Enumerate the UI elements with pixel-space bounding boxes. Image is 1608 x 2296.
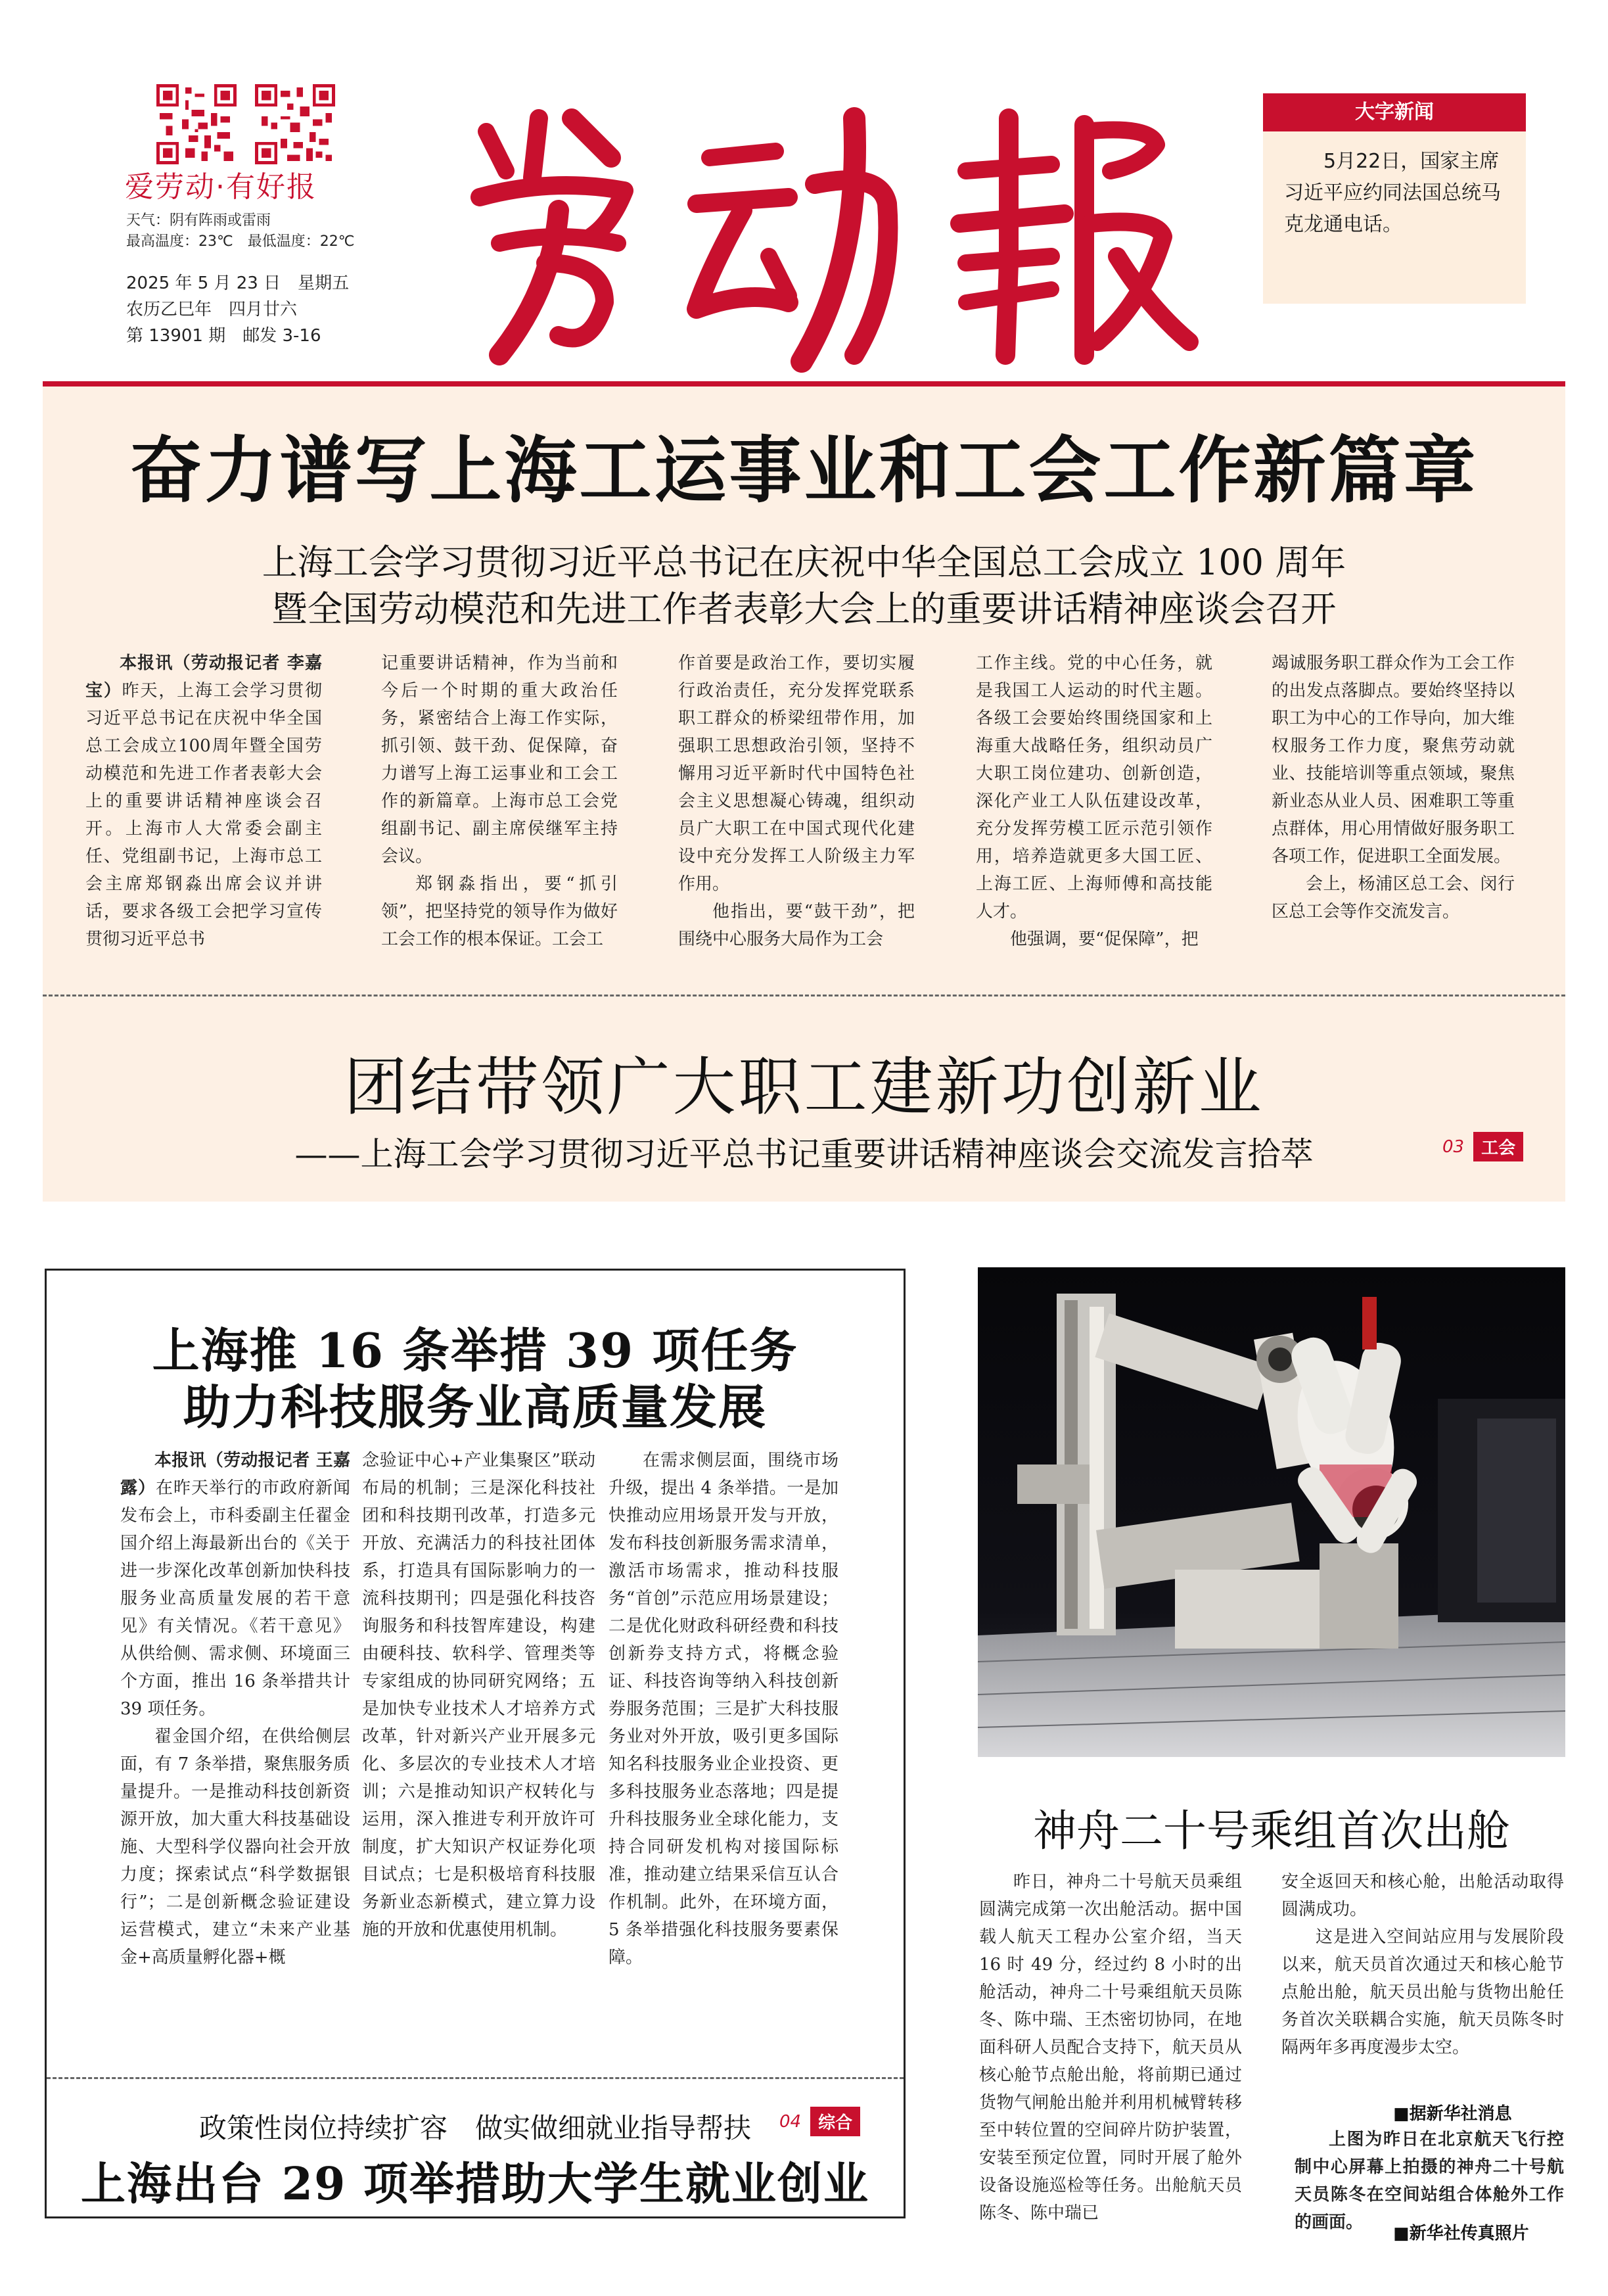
lead-byline: 本报讯（劳动报记者 李嘉宝） bbox=[85, 653, 322, 701]
tech-column-2: 念验证中心+产业集聚区”联动布局的机制；三是深化科技社团和科技期刊改革，打造多元开放、充满活力的科技社团体系，打造具有国际影响力的一流科技期刊；四是强化科技咨询服务和科技智库建设，构建由硬科技、软科学、管理类等专家组成的协同研究网络；五是加快专业技术人才培养方式改革，针对新兴产业开展多元化、多层次的专业技术人才培训；六是推动知识产权转化与运用，深入推进专利开放许可制度，扩大知识产权证券化项目试点；七是积极培育科技服务新业态新模式，建立算力设施的开放和优惠使用机制。 bbox=[362, 1451, 595, 1940]
lead-subhead-1: 上海工会学习贯彻习近平总书记在庆祝中华全国总工会成立 100 周年 bbox=[262, 542, 1346, 583]
spacewalk-headline[interactable]: 神舟二十号乘组首次出舱 bbox=[1033, 1806, 1510, 1856]
lead-subhead-2: 暨全国劳动模范和先进工作者表彰大会上的重要讲话精神座谈会召开 bbox=[271, 588, 1337, 630]
photo-caption: 上图为昨日在北京航天飞行控制中心屏幕上拍摄的神舟二十号航天员陈冬在空间站组合体舱外工作的画面。 bbox=[1295, 2130, 1564, 2232]
lead-feature bbox=[43, 387, 1565, 1202]
spacewalk-column-2: 安全返回天和核心舱，出舱活动取得圆满成功。 这是进入空间站应用与发展阶段以来，航天员首次通过天和核心舱节点舱出舱，航天员出舱与货物出舱任务首次关联耦合实施，航天员陈冬时隔两年多再度漫步太空。 bbox=[1281, 1872, 1564, 2057]
second-subhead: ——上海工会学习贯彻习近平总书记重要讲话精神座谈会交流发言拾萃 bbox=[294, 1135, 1314, 1173]
big-news-text: 5月22日，国家主席习近平应约同法国总统马克龙通电话。 bbox=[1284, 150, 1501, 236]
page-reference-04[interactable]: 04 综合 bbox=[779, 2107, 860, 2136]
tech-column-1: 本报讯（劳动报记者 王嘉露）在昨天举行的市政府新闻发布会上，市科委副主任翟金国介绍上海最新出台的《关于进一步深化改革创新加快科技服务业高质量发展的若干意见》有关情况。《若干意见》从供给侧、需求侧、环境面三个方面，推出 16 条举措共计 39 项任务。 翟金国介绍，在供给侧层面，有 7 条举措，聚焦服务质量提升。一是推动科技创新资源开放，加大重大科技基础设施、大型科学仪器向社会开放力度；探索试点“科学数据银行”；二是创新概念验证建设运营模式，建立“未来产业基金+高质量孵化器+概 bbox=[120, 1451, 350, 1967]
issue-date: 2025 年 5 月 23 日 星期五 bbox=[126, 273, 350, 293]
issue-number: 第 13901 期 邮发 3-16 bbox=[126, 326, 321, 346]
tech-article bbox=[45, 1269, 906, 2218]
lead-column-4: 工作主线。党的中心任务，就是我国工人运动的时代主题。各级工会要始终围绕国家和上海重大战略任务，组织动员广大职工岗位建功、创新创造，深化产业工人队伍建设改革，充分发挥劳模工匠示范引领作用，培养造就更多大国工匠、上海工匠、上海师傅和高技能人才。 他强调，要“促保障”，把 bbox=[976, 653, 1212, 949]
tech-byline: 本报讯（劳动报记者 王嘉露） bbox=[120, 1451, 350, 1498]
lead-column-3: 作首要是政治工作，要切实履行政治责任，充分发挥党联系职工群众的桥梁纽带作用，加强职工思想政治引领，坚持不懈用习近平新时代中国特色社会主义思想凝心铸魂，组织动员广大职工在中国式现代化建设中充分发挥工人阶级主力军作用。 他指出，要“鼓干劲”，把围绕中心服务大局作为工会 bbox=[678, 653, 915, 949]
masthead-rule bbox=[43, 381, 1565, 387]
second-headline[interactable]: 团结带领广大职工建新功创新业 bbox=[344, 1050, 1264, 1124]
weather: 天气：阴有阵雨或雷雨 bbox=[126, 212, 271, 229]
temperature: 最高温度：23℃ 最低温度：22℃ bbox=[126, 233, 355, 250]
qr-code-right[interactable] bbox=[255, 84, 335, 164]
lead-column-5: 竭诚服务职工群众作为工会工作的出发点落脚点。要始终坚持以职工为中心的工作导向，加大维权服务工作力度，聚焦劳动就业、技能培训等重点领域，聚焦新业态从业人员、困难职工等重点群体，用心用情做好服务职工各项工作，促进职工全面发展。 会上，杨浦区总工会、闵行区总工会等作交流发言。 bbox=[1272, 653, 1515, 922]
big-news-box bbox=[1263, 93, 1526, 304]
employment-headline[interactable]: 上海出台 29 项举措助大学生就业创业 bbox=[81, 2158, 869, 2211]
section-divider bbox=[43, 995, 1565, 996]
tech-divider bbox=[47, 2077, 904, 2079]
lead-headline[interactable]: 奋力谱写上海工运事业和工会工作新篇章 bbox=[129, 428, 1479, 513]
news-source: ■据新华社消息 bbox=[1393, 2104, 1512, 2124]
tech-headline-2[interactable]: 助力科技服务业高质量发展 bbox=[183, 1379, 767, 1435]
spacewalk-photo[interactable] bbox=[978, 1267, 1565, 1757]
tech-headline-1[interactable]: 上海推 16 条举措 39 项任务 bbox=[152, 1323, 798, 1378]
big-news-label: 大字新闻 bbox=[1263, 93, 1526, 131]
qr-code-left[interactable] bbox=[156, 84, 237, 164]
lunar-date: 农历乙巳年 四月廿六 bbox=[126, 300, 298, 319]
lead-column-1: 本报讯（劳动报记者 李嘉宝）昨天，上海工会学习贯彻习近平总书记在庆祝中华全国总工会成立100周年暨全国劳动模范和先进工作者表彰大会上的重要讲话精神座谈会召开。上海市人大常委会副主任、党组副书记，上海市总工会主席郑钢淼出席会议并讲话，要求各级工会把学习宣传贯彻习近平总书 bbox=[85, 653, 322, 949]
masthead-slogan: 爱劳动·有好报 bbox=[125, 170, 317, 204]
newspaper-logo bbox=[460, 92, 1209, 375]
tech-column-3: 在需求侧层面，围绕市场升级，提出 4 条举措。一是加快推动应用场景开发与开放，发布科技创新服务需求清单，激活市场需求，推动科技服务“首创”示范应用场景建设；二是优化财政科研经费和科技创新券支持方式，将概念验证、科技咨询等纳入科技创新券服务范围；三是扩大科技服务业对外开放，吸引更多国际知名科技服务业企业投资、更多科技服务业态落地；四是提升科技服务业全球化能力，支持合同研发机构对接国际标准，推动建立结果采信互认合作机制。此外，在环境方面，5 条举措强化科技服务要素保障。 bbox=[609, 1451, 838, 1967]
page-reference-03[interactable]: 03 工会 bbox=[1442, 1132, 1523, 1161]
photo-credit: ■新华社传真照片 bbox=[1393, 2224, 1529, 2243]
lead-column-2: 记重要讲话精神，作为当前和今后一个时期的重大政治任务，紧密结合上海工作实际，抓引领、鼓干劲、促保障，奋力谱写上海工运事业和工会工作的新篇章。上海市总工会党组副书记、副主席侯继军主持会议。 郑钢淼指出，要“抓引领”，把坚持党的领导作为做好工会工作的根本保证。工会工 bbox=[381, 653, 618, 949]
spacewalk-column-1: 昨日，神舟二十号航天员乘组圆满完成第一次出舱活动。据中国载人航天工程办公室介绍，当天 16 时 49 分，经过约 8 小时的出舱活动，神舟二十号乘组航天员陈冬、陈中瑞、王杰密切协同，在地面科研人员配合支持下，航天员从核心舱节点舱出舱，将前期已通过货物气闸舱出舱并利用机械臂转移至中转位置的空间碎片防护装置，安装至预定位置，同时开展了舱外设备设施巡检等任务。出舱航天员陈冬、陈中瑞已 bbox=[979, 1872, 1242, 2223]
employment-kicker: 政策性岗位持续扩容 做实做细就业指导帮扶 bbox=[198, 2112, 751, 2144]
